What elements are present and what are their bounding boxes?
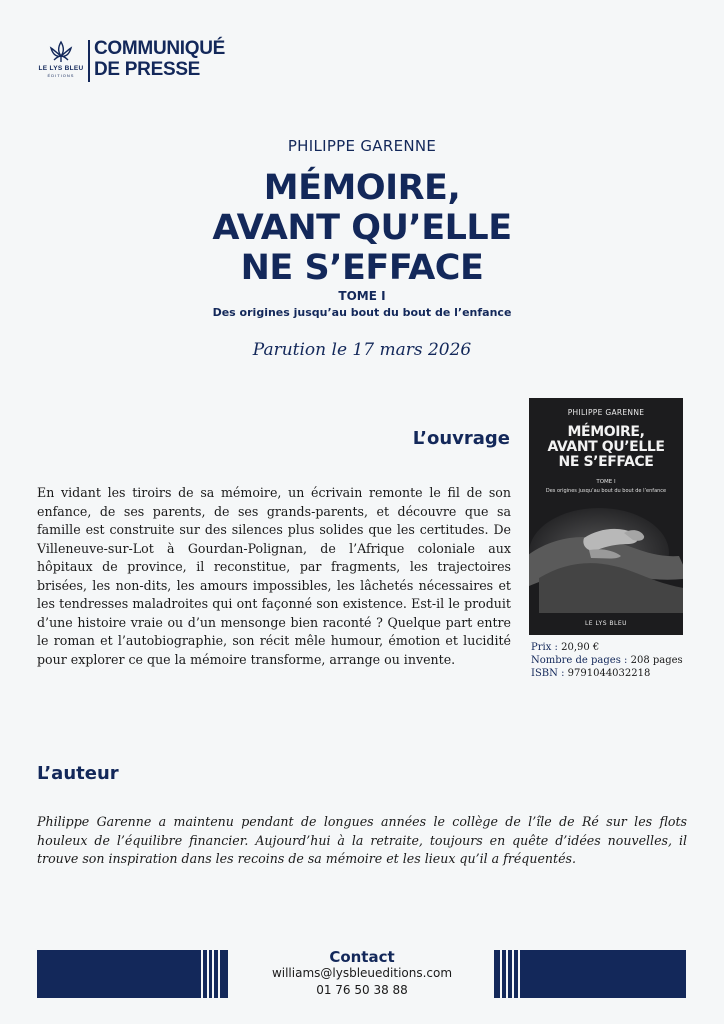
cover-publisher: LE LYS BLEU <box>584 620 628 627</box>
header-divider <box>88 40 90 82</box>
cover-title-line2: AVANT QU’ELLE <box>547 439 665 455</box>
cover-tome: TOME I <box>596 479 616 485</box>
price-label: Prix : <box>531 642 558 653</box>
pages-row <box>531 654 683 667</box>
book-subtitle: Des origines jusqu’au bout du bout de l’enfance <box>212 306 512 319</box>
isbn-row <box>531 667 683 680</box>
book-cover <box>529 398 683 635</box>
isbn-value: 9791044032218 <box>567 668 651 679</box>
ouvrage-heading: L’ouvrage <box>412 428 510 449</box>
cover-title-line1: MÉMOIRE, <box>567 424 645 440</box>
logo-subtitle: ÉDITIONS <box>47 73 75 78</box>
cover-title <box>529 425 683 470</box>
press-release-title-line1: COMMUNIQUÉ <box>94 38 226 59</box>
contact-title: Contact <box>329 948 395 966</box>
pages-label: Nombre de pages : <box>531 655 628 666</box>
book-title-line1: MÉMOIRE, <box>263 168 461 208</box>
price-value: 20,90 € <box>561 642 600 653</box>
book-title-line2: AVANT QU’ELLE <box>212 208 512 248</box>
book-tome: TOME I <box>338 289 386 303</box>
pages-value: 208 pages <box>630 655 683 666</box>
book-title <box>0 168 724 288</box>
contact-email[interactable]: williams@lysbleueditions.com <box>271 966 453 980</box>
book-author: PHILIPPE GARENNE <box>287 137 437 155</box>
cover-title-line3: NE S’EFFACE <box>558 454 654 470</box>
press-release-title <box>94 38 225 80</box>
contact-phone[interactable]: 01 76 50 38 88 <box>316 983 408 997</box>
isbn-label: ISBN : <box>531 668 565 679</box>
auteur-text: Philippe Garenne a maintenu pendant de longues années le collège de l’île de Ré sur les flots houleux de l’équilibre financier. Aujourd’hui à la retraite, toujours en quête d’idées nouvelles, il trouve son inspiration dans les recoins de sa mémoire et les lieux qu’il a fréquentés. <box>37 814 687 866</box>
press-release-title-line2: DE PRESSE <box>94 59 201 80</box>
logo-name: LE LYS BLEU <box>38 65 84 72</box>
auteur-heading: L’auteur <box>37 763 119 784</box>
publisher-logo <box>36 40 86 78</box>
release-date: Parution le 17 mars 2026 <box>252 340 472 360</box>
hands-photo-icon <box>529 498 683 613</box>
book-details <box>531 641 683 680</box>
cover-author: PHILIPPE GARENNE <box>567 408 645 417</box>
price-row <box>531 641 683 654</box>
cover-subtitle: Des origines jusqu’au bout du bout de l’enfance <box>545 488 667 494</box>
lily-icon <box>48 40 74 64</box>
book-title-line3: NE S’EFFACE <box>240 248 484 288</box>
ouvrage-text: En vidant les tiroirs de sa mémoire, un écrivain remonte le fil de son enfance, de ses parents, de ses grands-parents, et découvre que sa famille est construite sur des silences plus solides que les certitudes. De Villeneuve-sur-Lot à Gourdan-Polignan, de l’Afrique coloniale aux hôpitaux de province, il reconstitue, par fragments, les trajectoires brisées, les non-dits, les amours impossibles, les lâchetés nécessaires et les tendresses maladroites qui ont façonné son existence. Est-il le produit d’une histoire vraie ou d’un mensonge bien raconté ? Quelque part entre le roman et l’autobiographie, son récit mêle humour, émotion et lucidité pour explorer ce que la mémoire transforme, arrange ou invente. <box>37 485 511 667</box>
